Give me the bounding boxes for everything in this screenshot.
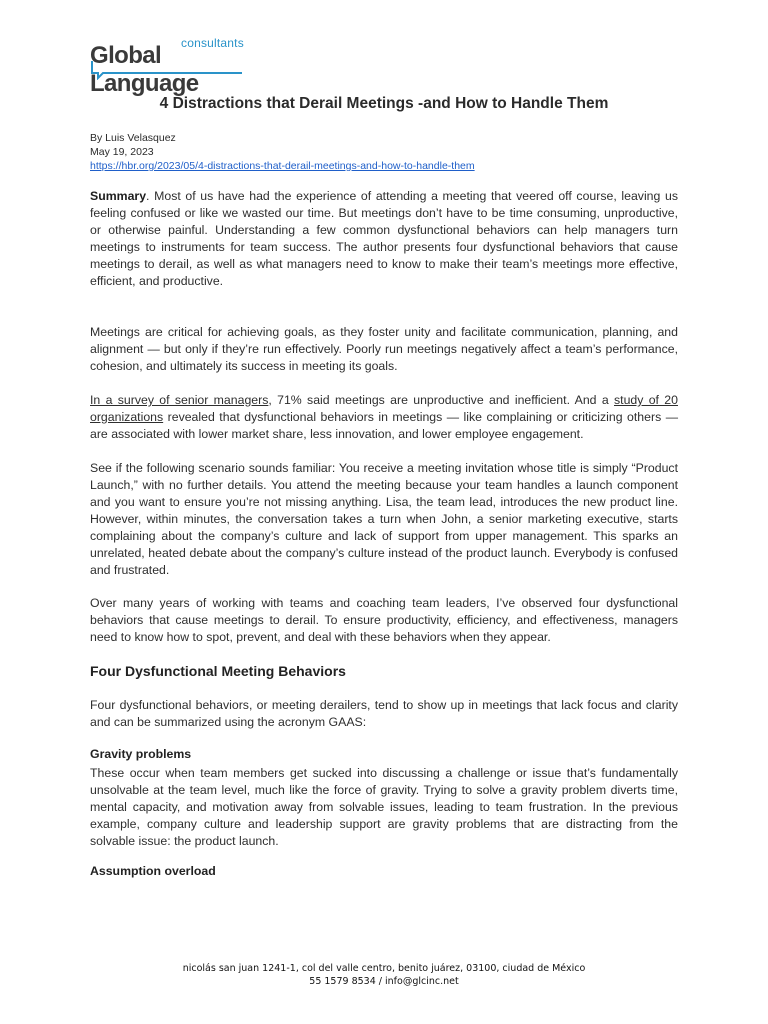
source-url-link[interactable]: https://hbr.org/2023/05/4-distractions-that-derail-meetings-and-how-to-handle-them — [90, 160, 475, 172]
paragraph-3: See if the following scenario sounds familiar: You receive a meeting invitation whose title is simply “Product Launch,” with no further details. You attend the meeting because your team handles a launch component and you want to ensure you’re not missing anything. Lisa, the team lead, introduces the new product line. However, within minutes, the conversation takes a turn when John, a senior marketing executive, starts complaining about the company’s culture and lack of support from upper management. This sparks an unrelated, heated debate about the company’s culture instead of the product launch. Everybody is confused and frustrated. — [90, 461, 678, 577]
company-logo — [90, 36, 250, 97]
subheading-gravity: Gravity problems — [90, 747, 192, 761]
section-heading-behaviors: Four Dysfunctional Meeting Behaviors — [90, 663, 346, 679]
page-footer — [0, 962, 768, 988]
article-meta — [90, 131, 475, 173]
paragraph-5: Four dysfunctional behaviors, or meeting derailers, tend to show up in meetings that lack focus and clarity and can be summarized using the acronym GAAS: — [90, 698, 678, 729]
date: May 19, 2023 — [90, 146, 154, 158]
survey-link[interactable]: In a survey of senior managers — [90, 393, 269, 407]
paragraph-2-end: revealed that dysfunctional behaviors in meetings — like complaining or criticizing others — are associated with lower market share, less innovation, and lower employee engagement. — [90, 410, 678, 441]
subheading-assumption: Assumption overload — [90, 864, 216, 878]
logo-brand-text: Global Language — [90, 42, 199, 97]
paragraph-1: Meetings are critical for achieving goals, as they foster unity and facilitate communication, planning, and alignment — but only if they’re run effectively. Poorly run meetings negatively affect a team’s performance, cohesion, and ultimately its success in meeting its goals. — [90, 325, 678, 373]
study-link[interactable]: study of 20 organizations — [90, 393, 678, 424]
footer-contact: 55 1579 8534 / info@glcinc.net — [309, 976, 459, 987]
paragraph-2 — [90, 392, 678, 443]
footer-address: nicolás san juan 1241-1, col del valle centro, benito juárez, 03100, ciudad de México — [182, 963, 586, 974]
paragraph-6: These occur when team members get sucked into discussing a challenge or issue that’s fundamentally unsolvable at the team level, much like the force of gravity. Trying to solve a gravity problem diverts time, mental capacity, and motivation away from solvable issues, leading to team frustration. In the previous example, company culture and leadership support are gravity problems that are distracting from the solvable issue: the product launch. — [90, 766, 678, 848]
summary-text: . Most of us have had the experience of attending a meeting that veered off course, leaving us feeling confused or like we wasted our time. But meetings don’t have to be time consuming, unproductive, or otherwise painful. Understanding a few common dysfunctional behaviors can help managers turn meetings to instruments for team success. The author presents four dysfunctional behaviors that cause meetings to derail, as well as what managers need to know to make their team’s meetings more effective, efficient, and productive. — [90, 189, 678, 288]
summary-label: Summary — [90, 189, 147, 203]
article-title: 4 Distractions that Derail Meetings -and How to Handle Them — [159, 95, 609, 112]
paragraph-4: Over many years of working with teams and coaching team leaders, I’ve observed four dysfunctional behaviors that cause meetings to derail. To ensure productivity, efficiency, and effectiveness, managers need to know how to spot, prevent, and deal with these behaviors when they appear. — [90, 596, 678, 644]
summary-paragraph — [90, 188, 678, 290]
paragraph-2-mid: , 71% said meetings are unproductive and inefficient. And a — [268, 393, 614, 407]
logo-consultants-text: consultants — [181, 36, 244, 50]
speech-bubble-icon — [90, 58, 250, 80]
author: By Luis Velasquez — [90, 132, 176, 144]
